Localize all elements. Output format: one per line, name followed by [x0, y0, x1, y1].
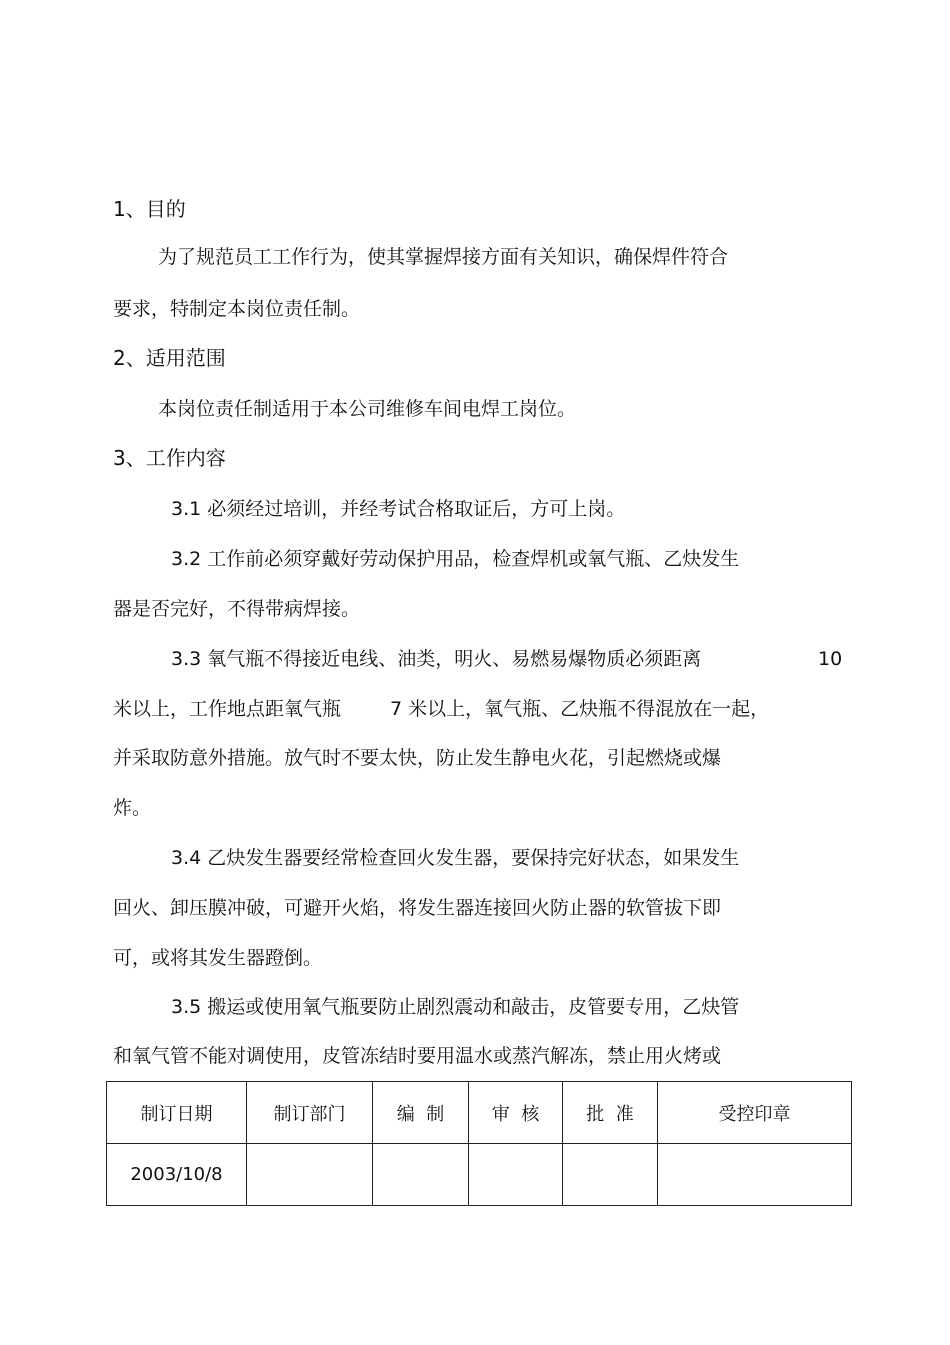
item-3-3-line-1-tail: 10 [818, 648, 843, 670]
item-3-2-line-1: 3.2 工作前必须穿戴好劳动保护用品，检查焊机或氧气瓶、乙炔发生 [171, 548, 740, 570]
section-1-paragraph-line-2: 要求，特制定本岗位责任制。 [113, 298, 361, 320]
item-3-3-line-4: 炸。 [113, 797, 152, 819]
value-approved-by [563, 1144, 658, 1206]
item-3-4-line-1: 3.4 乙炔发生器要经常检查回火发生器，要保持完好状态，如果发生 [171, 847, 740, 869]
item-3-3-line-3: 并采取防意外措施。放气时不要太快，防止发生静电火花，引起燃烧或爆 [113, 747, 722, 769]
item-3-3-line-2b: 7 米以上，氧气瓶、乙炔瓶不得混放在一起， [390, 698, 770, 720]
item-3-1-line-1: 3.1 必须经过培训，并经考试合格取证后，方可上岗。 [171, 498, 626, 520]
control-table-value-row [107, 1144, 852, 1206]
header-controlled-stamp: 受控印章 [658, 1082, 852, 1144]
header-issuing-department: 制订部门 [247, 1082, 373, 1144]
header-reviewed-by: 审 核 [469, 1082, 563, 1144]
header-prepared-by: 编 制 [373, 1082, 469, 1144]
value-issuing-department [247, 1144, 373, 1206]
header-approved-by: 批 准 [563, 1082, 658, 1144]
section-3-heading: 3、工作内容 [113, 446, 226, 470]
value-reviewed-by [469, 1144, 563, 1206]
item-3-5-line-1: 3.5 搬运或使用氧气瓶要防止剧烈震动和敲击，皮管要专用，乙炔管 [171, 996, 740, 1018]
section-2-heading: 2、适用范围 [113, 346, 226, 370]
item-3-5-line-2: 和氧气管不能对调使用，皮管冻结时要用温水或蒸汽解冻，禁止用火烤或 [113, 1045, 722, 1067]
control-table-header-row [107, 1082, 852, 1144]
section-2-paragraph-line-1: 本岗位责任制适用于本公司维修车间电焊工岗位。 [158, 398, 577, 420]
value-controlled-stamp [658, 1144, 852, 1206]
item-3-4-line-2: 回火、卸压膜冲破，可避开火焰，将发生器连接回火防止器的软管拔下即 [113, 897, 722, 919]
value-issue-date: 2003/10/8 [107, 1144, 247, 1206]
item-3-4-line-3: 可，或将其发生器蹬倒。 [113, 947, 323, 969]
document-control-table [106, 1081, 852, 1206]
value-prepared-by [373, 1144, 469, 1206]
item-3-2-line-2: 器是否完好，不得带病焊接。 [113, 598, 361, 620]
item-3-3-line-1: 3.3 氧气瓶不得接近电线、油类，明火、易燃易爆物质必须距离 [171, 648, 702, 670]
item-3-3-line-2a: 米以上，工作地点距氧气瓶 [113, 698, 342, 720]
header-issue-date: 制订日期 [107, 1082, 247, 1144]
section-1-paragraph-line-1: 为了规范员工工作行为，使其掌握焊接方面有关知识，确保焊件符合 [158, 246, 729, 268]
section-1-heading: 1、目的 [113, 197, 186, 221]
